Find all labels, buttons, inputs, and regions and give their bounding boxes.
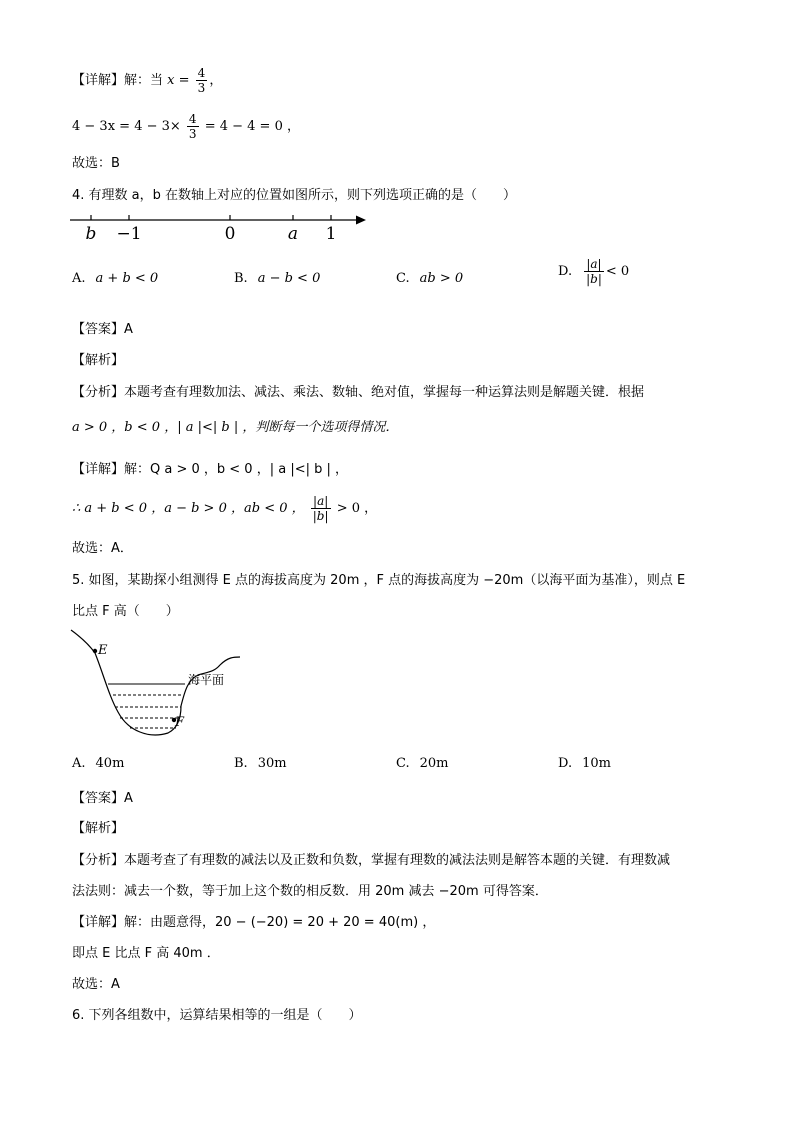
q5-detail-line1: 【详解】解：由题意得，20 − (−20) = 20 + 20 = 40(m) ， [72, 915, 436, 930]
q5-analysis-line2: 法法则：减去一个数，等于加上这个数的相反数．用 20m 减去 −20m 可得答案． [72, 884, 548, 899]
detail-line2-b: > 0 ， [336, 501, 378, 516]
q4-choice: 故选：A． [72, 541, 133, 556]
option-label: B. [234, 271, 248, 286]
frac-num: |a| [311, 494, 331, 509]
frac-den: 3 [197, 81, 206, 95]
label-sea-level: 海平面 [188, 673, 225, 687]
detail-tag: 【详解】 [72, 73, 125, 88]
point-e [93, 649, 97, 653]
frac-den: |b| [586, 272, 602, 286]
q5-analysis-line1: 【分析】本题考查了有理数的减法以及正数和负数，掌握有理数的减法法则是解答本题的关键．有理数减 [72, 853, 671, 868]
option-text: 30m [257, 756, 287, 771]
q3-choice: 故选：B [72, 156, 120, 171]
number-line-figure [70, 210, 370, 244]
q4-detail-line1: 【详解】解：Q a > 0 ，b < 0 ，| a |<| b | ， [72, 462, 348, 477]
option-label: D. [558, 264, 573, 279]
frac-den-2: 3 [188, 127, 197, 141]
label-neg1: −1 [116, 224, 142, 244]
eq-lhs: x = [167, 73, 190, 88]
option-tail: < 0 [605, 264, 630, 279]
q4-option-d[interactable] [558, 257, 629, 286]
frac-num-2: 4 [188, 112, 197, 126]
option-text: ab > 0 [419, 271, 464, 286]
option-text: 40m [95, 756, 125, 771]
option-text: a − b < 0 [257, 271, 321, 286]
terrain-figure [68, 628, 244, 742]
calc-right: = 4 − 4 = 0 ， [204, 119, 300, 134]
sep: ， [209, 73, 223, 88]
detail-line2-a: ∴ a + b < 0 ，a − b > 0 ，ab < 0 ， [72, 501, 305, 516]
q5-answer: 【答案】A [72, 791, 133, 806]
label-0: 0 [224, 224, 236, 244]
option-text: a + b < 0 [95, 271, 159, 286]
q5-option-c[interactable] [396, 756, 449, 771]
q5-choice: 故选：A [72, 977, 120, 992]
frac-num: |a| [584, 257, 604, 272]
calc-left: 4 − 3x = 4 − 3× [72, 119, 181, 134]
q5-analysis-tag: 【解析】 [72, 821, 125, 836]
q4-answer: 【答案】A [72, 322, 133, 337]
option-label: C. [396, 756, 410, 771]
q6-stem: 6. 下列各组数中，运算结果相等的一组是（ ） [72, 1008, 362, 1023]
label-f: F [175, 715, 185, 730]
q4-option-b[interactable] [234, 271, 320, 286]
arrow-icon [356, 216, 366, 225]
q4-analysis-line1: 【分析】本题考查有理数加法、减法、乘法、数轴、绝对值，掌握每一种运算法则是解题关键．根据 [72, 385, 645, 400]
label-b: b [85, 224, 97, 244]
q4-stem: 4. 有理数 a，b 在数轴上对应的位置如图所示，则下列选项正确的是（ ） [72, 188, 517, 203]
detail-prefix: 解：当 [124, 73, 164, 88]
option-fraction [584, 257, 604, 286]
frac-den: |b| [312, 509, 329, 523]
option-text: 20m [419, 756, 449, 771]
q3-detail-line [72, 66, 222, 95]
detail-fraction [311, 494, 331, 523]
label-1: 1 [325, 224, 337, 244]
q5-option-b[interactable] [234, 756, 287, 771]
q5-stem-line2: 比点 F 高（ ） [72, 604, 179, 619]
q4-analysis-line2: a > 0 ，b < 0 ，| a |<| b | ，判断每一个选项得情况． [72, 420, 399, 435]
q3-calc-line [72, 112, 300, 141]
label-e: E [98, 643, 108, 658]
q4-analysis-tag: 【解析】 [72, 353, 125, 368]
frac-num: 4 [197, 66, 206, 80]
q4-option-a[interactable] [72, 271, 158, 286]
q5-option-a[interactable] [72, 756, 124, 771]
fraction-four-thirds-2 [187, 112, 199, 141]
label-a: a [287, 224, 299, 244]
option-label: A. [72, 756, 86, 771]
q5-detail-line2: 即点 E 比点 F 高 40m ． [72, 946, 220, 961]
option-label: A. [72, 271, 86, 286]
q5-option-d[interactable] [558, 756, 611, 771]
option-text: 10m [582, 756, 611, 771]
q4-option-c[interactable] [396, 271, 463, 286]
option-label: B. [234, 756, 248, 771]
q5-stem-line1: 5. 如图，某勘探小组测得 E 点的海拔高度为 20m ，F 点的海拔高度为 −20m（以海平面为基准），则点 E [72, 573, 686, 588]
q4-detail-line2 [72, 494, 377, 523]
option-label: D. [558, 756, 573, 771]
fraction-four-thirds [196, 66, 208, 95]
option-label: C. [396, 271, 410, 286]
